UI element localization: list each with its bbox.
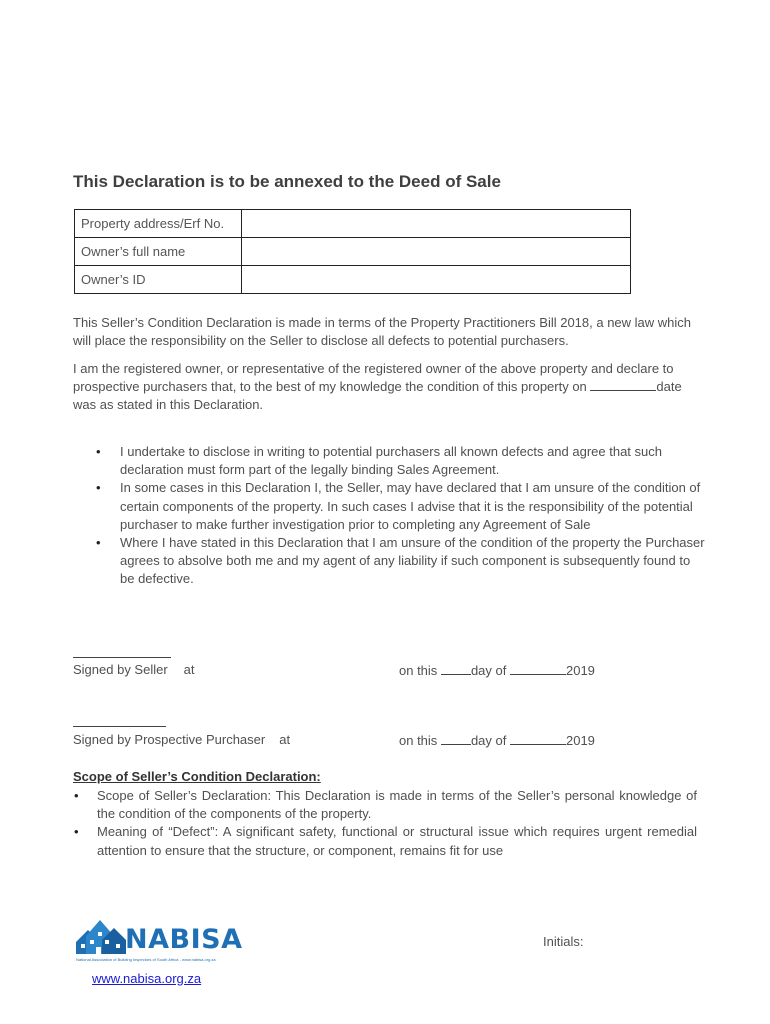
year-label: 2019 [565,733,595,748]
owner-statement [73,360,703,414]
seller-at: at [183,662,195,677]
intro-paragraph: This Seller’s Condition Declaration is made in terms of the Property Practitioners Bill 2018, a new law which will place the responsibility on the Seller to disclose all defects to potential purchasers. [73,315,692,348]
on-this-label: on this [399,733,438,748]
logo-text: NABISA [125,924,243,955]
purchaser-signature-label [73,732,290,747]
year-label: 2019 [565,663,595,678]
table-row [75,266,631,294]
table-label: Owner’s full name [75,238,242,266]
purchaser-at: at [279,732,291,747]
seller-label: Signed by Seller [73,662,168,677]
owner-name-field[interactable] [242,238,631,266]
table-label: Property address/Erf No. [75,210,242,238]
property-address-field[interactable] [242,210,631,238]
owner-statement-suffix: date was as stated in this Declaration. [73,379,682,412]
on-this-label: on this [399,663,438,678]
day-of-label: day of [470,663,507,678]
owner-statement-text: I am the registered owner, or representative of the registered owner of the above property and declare to prospective purchasers that, to the best of my knowledge the condition of this property on [73,361,674,394]
list-item: • Scope of Seller’s Declaration: This Declaration is made in terms of the Seller’s personal knowledge of the condition of the components of the property. [73,787,697,823]
purchaser-label: Signed by Prospective Purchaser [73,732,266,747]
list-item: • Where I have stated in this Declaration that I am unsure of the condition of the property the Purchaser agrees to absolve both me and my agent of any liability if such component is subsequently found to be defective. [73,534,705,589]
day-blank[interactable] [441,732,471,745]
seller-signature-line[interactable] [73,657,171,658]
logo-tagline: National Association of Building Inspectors of South Africa - www.nabisa.org.za [76,957,216,962]
table-row [75,238,631,266]
initials-label: Initials: [543,934,584,949]
month-blank[interactable] [510,662,566,675]
page-title: This Declaration is to be annexed to the Deed of Sale [73,172,501,191]
table-label: Owner’s ID [75,266,242,294]
purchaser-signature-line[interactable] [73,726,166,727]
declaration-list [73,443,705,589]
month-blank[interactable] [510,732,566,745]
seller-signature-label [73,662,195,677]
nabisa-logo [74,914,242,966]
scope-title: Scope of Seller’s Condition Declaration: [73,769,321,784]
day-blank[interactable] [441,662,471,675]
seller-date [399,662,595,678]
list-item: • I undertake to disclose in writing to potential purchasers all known defects and agree that such declaration must form part of the legally binding Sales Agreement. [73,443,705,479]
property-details-table [74,209,631,294]
owner-id-field[interactable] [242,266,631,294]
purchaser-date [399,732,595,748]
list-item: • In some cases in this Declaration I, the Seller, may have declared that I am unsure of the condition of certain components of the property. In such cases I advise that it is the responsibility of the potential purchaser to make further investigation prior to completing any Agreement of Sale [73,479,705,534]
day-of-label: day of [470,733,507,748]
date-blank[interactable] [590,378,656,391]
website-link[interactable]: www.nabisa.org.za [92,971,202,986]
table-row [75,210,631,238]
list-item: • Meaning of “Defect”: A significant safety, functional or structural issue which requires urgent remedial attention to ensure that the structure, or component, remains fit for use [73,823,697,859]
scope-list [73,787,697,860]
